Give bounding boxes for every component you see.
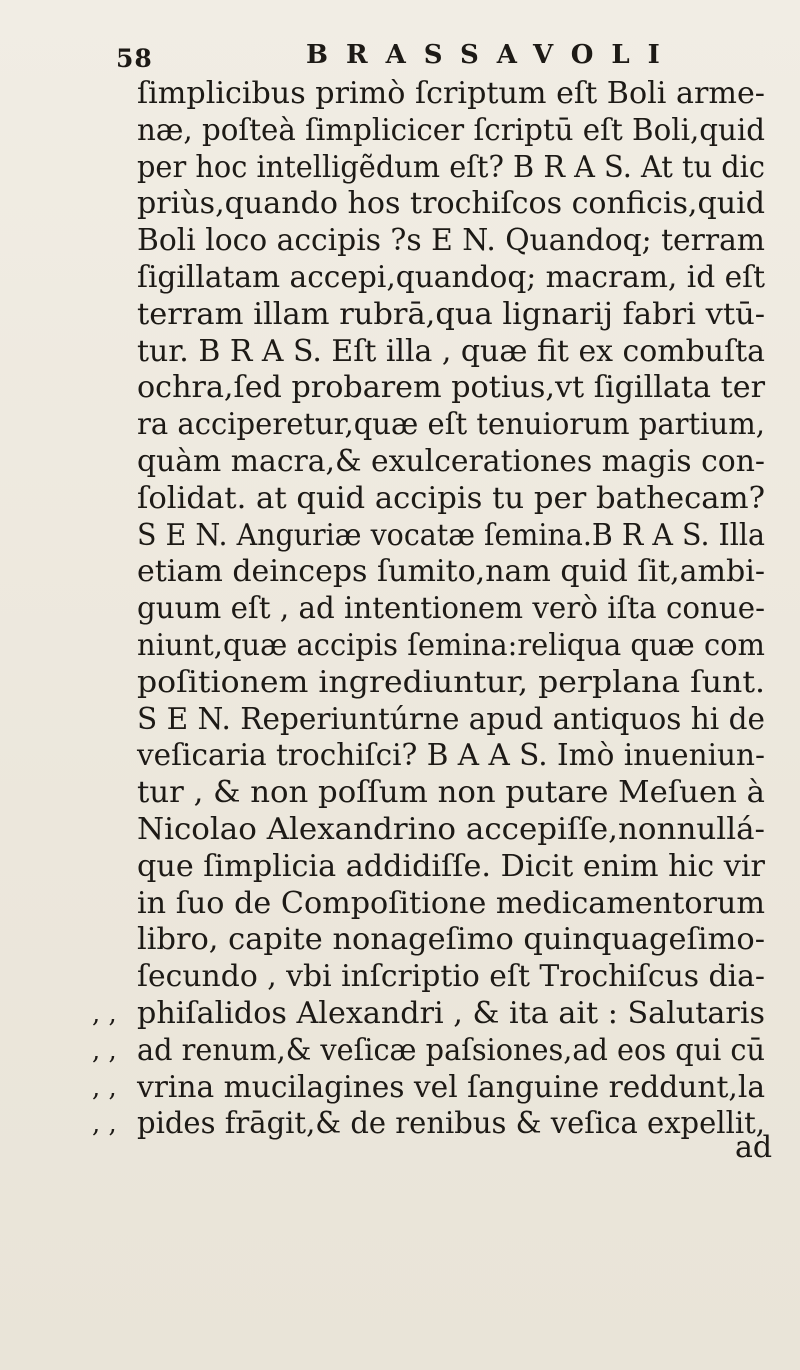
line-text: vrina mucilagines vel ſanguine reddunt,la [137, 1069, 765, 1105]
line-text: tur. B R A S. Eſt illa , quæ fit ex combuſta [137, 333, 765, 369]
line-text: guum eſt , ad intentionem verò iſta conue- [137, 591, 765, 627]
line-text: S E N. Anguriæ vocatæ ſemina.B R A S. Illa [137, 517, 765, 553]
line-text: terram illam rubrā,qua lignarij fabri vtū- [137, 296, 765, 332]
text-line [0, 886, 800, 923]
text-line [0, 812, 800, 849]
text-line [0, 150, 800, 187]
text-line [0, 628, 800, 665]
text-line [0, 591, 800, 628]
text-line [0, 370, 800, 407]
text-line [0, 334, 800, 371]
line-text: ſecundo , vbi inſcriptio eſt Trochiſcus dia- [137, 959, 765, 995]
text-line [0, 223, 800, 260]
line-text: veſicaria trochiſci? B A A S. Imò inueniun- [137, 738, 765, 774]
text-line [0, 996, 800, 1033]
line-text: Boli loco accipis ?s E N. Quandoq; terram [137, 223, 765, 259]
margin-quote-mark: , , [92, 998, 117, 1029]
text-line [0, 186, 800, 223]
margin-quote-mark: , , [92, 1072, 117, 1103]
margin-quote-mark: , , [92, 1109, 117, 1140]
catchword: ad [735, 1130, 773, 1165]
line-text: S E N. Reperiuntúrne apud antiquos hi de [137, 701, 765, 737]
line-text: etiam deinceps ſumito,nam quid ſit,ambi- [137, 554, 765, 590]
line-text: ſigillatam accepi,quandoq; macram, id eſt [137, 259, 765, 295]
text-line [0, 775, 800, 812]
text-line [0, 922, 800, 959]
line-text: niunt,quæ accipis ſemina:reliqua quæ com [137, 627, 765, 663]
text-line [0, 1070, 800, 1107]
line-text: ochra,ſed probarem potius,vt ſigillata ter [137, 370, 765, 406]
text-line [0, 76, 800, 113]
text-line [0, 849, 800, 886]
line-text: priùs,quando hos trochiſcos conficis,quid [137, 186, 765, 222]
text-line [0, 554, 800, 591]
line-text: ra acciperetur,quæ eſt tenuiorum partium, [137, 407, 765, 443]
page-number: 58 [116, 44, 153, 73]
text-line [0, 297, 800, 334]
text-line [0, 260, 800, 297]
running-head: BRASSAVOLI [306, 40, 678, 70]
line-text: in ſuo de Compoſitione medicamentorum [137, 885, 765, 921]
text-line [0, 959, 800, 996]
line-text: næ, poſteà ſimplicicer ſcriptū eſt Boli,quid [137, 112, 765, 148]
text-line [0, 481, 800, 518]
line-text: quàm macra,& exulcerationes magis con- [137, 443, 765, 479]
line-text: per hoc intelligẽdum eſt? B R A S. At tu dic [137, 149, 765, 185]
line-text: tur , & non poſſum non putare Meſuen à [137, 775, 765, 811]
text-line [0, 1033, 800, 1070]
line-text: Nicolao Alexandrino accepiſſe,nonnullá- [137, 811, 765, 847]
text-line [0, 665, 800, 702]
line-text: ſimplicibus primò ſcriptum eſt Boli arme- [137, 76, 765, 111]
text-block [0, 76, 800, 1143]
line-text: poſitionem ingrediuntur, perplana ſunt. [137, 664, 765, 700]
line-text: pides frāgit,& de renibus & veſica expellit, [137, 1106, 765, 1142]
text-line [0, 518, 800, 555]
text-line [0, 738, 800, 775]
line-text: que ſimplicia addidiſſe. Dicit enim hic vir [137, 848, 765, 884]
line-text: phiſalidos Alexandri , & ita ait : Salutaris [137, 995, 765, 1031]
line-text: ſolidat. at quid accipis tu per bathecam? [137, 480, 765, 516]
margin-quote-mark: , , [92, 1035, 117, 1066]
text-line [0, 407, 800, 444]
text-line [0, 1106, 800, 1143]
line-text: libro, capite nonageſimo quinquageſimo- [137, 922, 765, 958]
text-line [0, 113, 800, 150]
line-text: ad renum,& veſicæ paſsiones,ad eos qui cū [137, 1032, 765, 1068]
page-header [0, 20, 800, 80]
text-line [0, 444, 800, 481]
text-line [0, 702, 800, 739]
